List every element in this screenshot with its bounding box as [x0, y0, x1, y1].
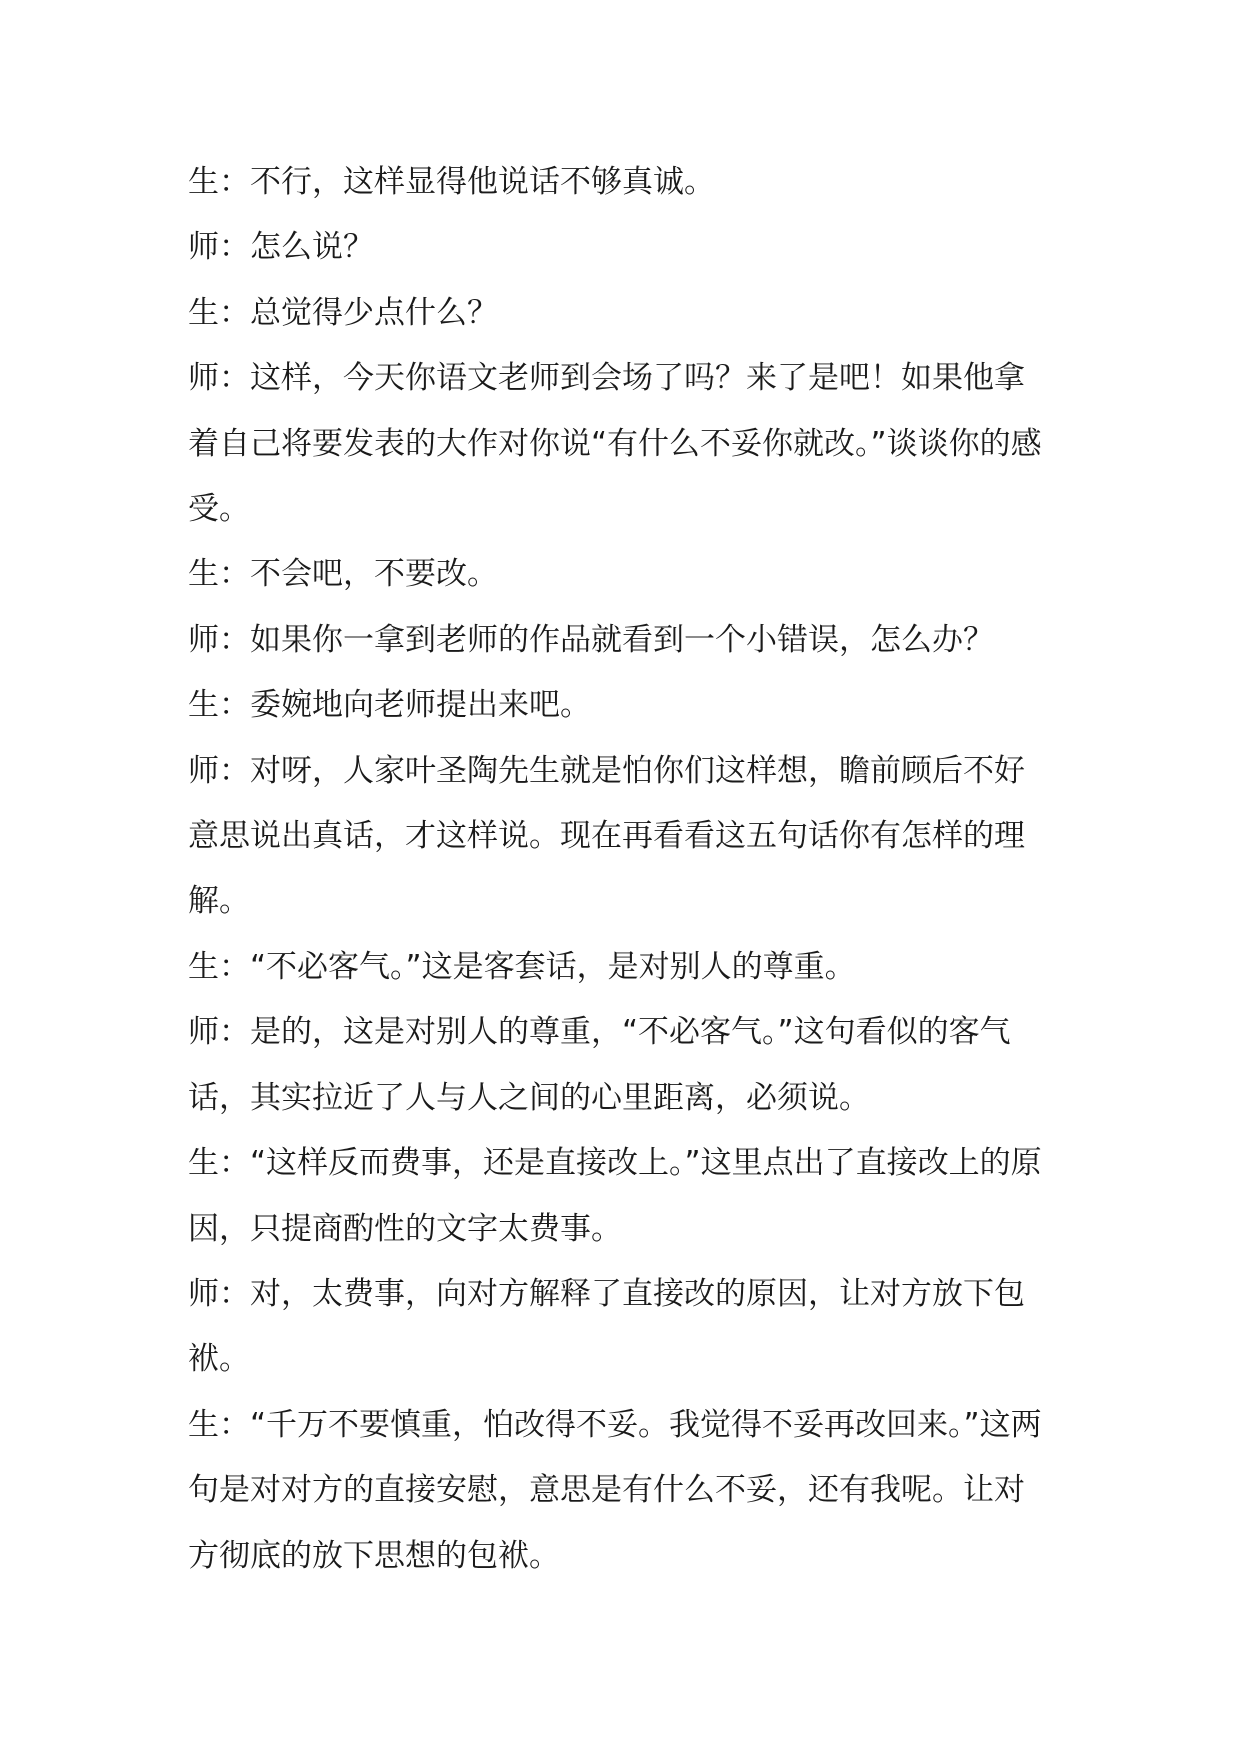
dialogue-paragraph: 生：不会吧，不要改。	[188, 556, 498, 593]
dialogue-paragraph: 生：“这样反而费事，还是直接改上。”这里点出了直接改上的原因，只提商酌性的文字太费事。	[188, 1145, 1042, 1247]
dialogue-paragraph: 生：“千万不要慎重，怕改得不妥。我觉得不妥再改回来。”这两句是对对方的直接安慰，意思是有什么不妥，还有我呢。让对方彻底的放下思想的包袱。	[188, 1406, 1042, 1574]
dialogue-paragraph: 师：对呀，人家叶圣陶先生就是怕你们这样想，瞻前顾后不好意思说出真话，才这样说。现在再看看这五句话你有怎样的理解。	[188, 752, 1025, 920]
dialogue-paragraph: 生：委婉地向老师提出来吧。	[188, 687, 591, 724]
dialogue-paragraph: 生：总觉得少点什么？	[188, 294, 498, 331]
dialogue-paragraph: 师：怎么说？	[188, 229, 374, 266]
dialogue-paragraph: 师：是的，这是对别人的尊重，“不必客气。”这句看似的客气话，其实拉近了人与人之间的心里距离，必须说。	[188, 1014, 1011, 1116]
dialogue-paragraph: 师：对，太费事，向对方解释了直接改的原因，让对方放下包袱。	[188, 1275, 1025, 1378]
dialogue-text-block	[188, 150, 1054, 1589]
dialogue-paragraph: 生：不行，这样显得他说话不够真诚。	[188, 164, 715, 200]
dialogue-paragraph: 师：如果你一拿到老师的作品就看到一个小错误，怎么办？	[188, 621, 994, 658]
dialogue-paragraph: 生：“不必客气。”这是客套话，是对别人的尊重。	[188, 948, 856, 985]
dialogue-paragraph: 师：这样，今天你语文老师到会场了吗？来了是吧！如果他拿着自己将要发表的大作对你说“有什么不妥你就改。”谈谈你的感受。	[188, 360, 1042, 528]
